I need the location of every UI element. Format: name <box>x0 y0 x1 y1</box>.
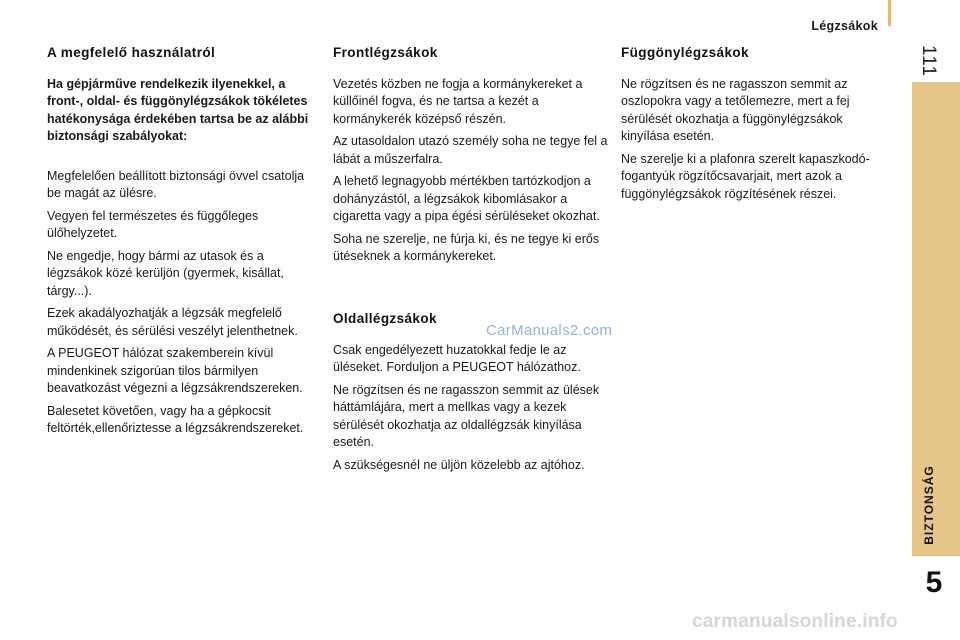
paragraph: Balesetet követően, vagy ha a gépkocsit feltörték,ellenőriztesse a légzsákrendszereket. <box>47 403 304 435</box>
paragraph: Vezetés közben ne fogja a kormánykereket a küllőinél fogva, és ne tartsa a kezét a kormánykerék középső részén. <box>333 76 583 126</box>
paragraph: A PEUGEOT hálózat szakemberein kívül mindenkinek szigorúan tilos bármilyen beavatkozást végezni a légzsákrendszereken. <box>47 346 303 395</box>
paragraph: Megfelelően beállított biztonsági övvel csatolja be magát az ülésre. <box>47 168 305 200</box>
watermark-center: CarManuals2.com <box>486 322 613 339</box>
paragraph: Ne rögzítsen és ne ragasszon semmit az ülések háttámlájára, mert a mellkas vagy a kezek sérülését okozhatja az oldallégzsák kinyílása esetén. <box>333 382 600 449</box>
paragraph: Ne szerelje ki a plafonra szerelt kapaszkodó-fogantyúk rögzítőcsavarjait, mert azok a függönylégzsákok rögzítésének részei. <box>621 151 870 201</box>
chapter-label: BIZTONSÁG <box>922 465 936 545</box>
paragraph: Vegyen fel természetes és függőleges ülőhelyzetet. <box>47 208 259 240</box>
header-divider <box>888 0 891 26</box>
page-number: 111 <box>918 45 939 77</box>
paragraph: Ezek akadályozhatják a légzsák megfelelő működését, és sérülési veszélyt jelenthetnek. <box>47 306 298 338</box>
correct-use-heading: A megfelelő használatról <box>47 45 216 60</box>
paragraph: A szükségesnél ne üljön közelebb az ajtóhoz. <box>333 457 585 472</box>
curtain-airbags-section <box>621 44 891 208</box>
paragraph: Csak engedélyezett huzatokkal fedje le az üléseket. Forduljon a PEUGEOT hálózathoz. <box>333 342 581 374</box>
paragraph: A lehető legnagyobb mértékben tartózkodjon a dohányzástól, a légzsákok kibomlásakor a cigaretta vagy a pipa égési sérüléseket okozhat. <box>333 174 600 223</box>
paragraph: Ne rögzítsen és ne ragasszon semmit az oszlopokra vagy a tetőlemezre, mert a fej sérülését okozhatja a függönylégzsákok kinyílása esetén. <box>621 76 850 143</box>
chapter-number: 5 <box>925 566 943 599</box>
front-airbags-heading: Frontlégzsákok <box>333 45 438 60</box>
paragraph: Ne engedje, hogy bármi az utasok és a légzsákok közé kerüljön (gyermek, kisállat, tárgy...). <box>47 248 284 298</box>
watermark-footer: carmanualsonline.info <box>692 611 898 632</box>
paragraph: Az utasoldalon utazó személy soha ne tegye fel a lábát a műszerfalra. <box>333 134 608 166</box>
paragraph: Soha ne szerelje, ne fúrja ki, és ne tegye ki erős ütéseknek a kormánykereket. <box>333 231 600 263</box>
section-title: Légzsákok <box>811 19 878 33</box>
front-airbags-section <box>333 44 608 271</box>
correct-use-section <box>47 44 315 443</box>
correct-use-intro: Ha gépjárműve rendelkezik ilyenekkel, a front-, oldal- és függönylégzsákok tökéletes hatékonysága érdekében tartsa be az alábbi biztonsági szabályokat: <box>47 76 309 143</box>
side-airbags-heading: Oldallégzsákok <box>333 311 437 326</box>
curtain-airbags-heading: Függönylégzsákok <box>621 45 749 60</box>
